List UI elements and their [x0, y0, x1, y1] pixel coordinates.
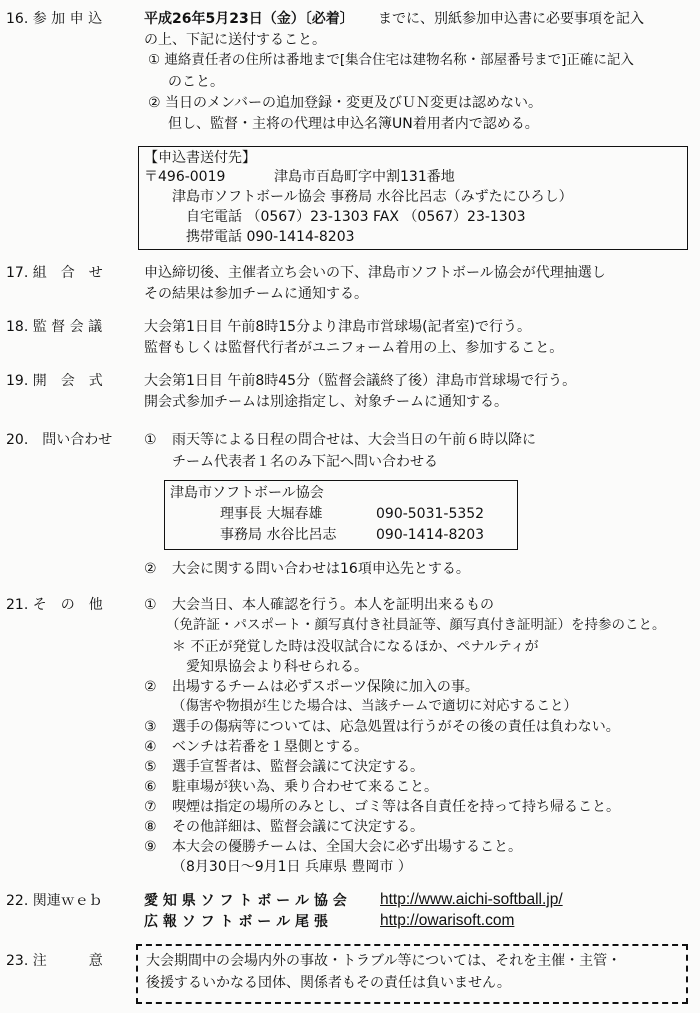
section-20-item2-num: ②	[144, 561, 157, 577]
section-18-line2: 監督もしくは監督代行者がユニフォーム着用の上、参加すること。	[144, 340, 564, 356]
other-item-text: ＊ 不正が発覚した時は没収試合になるほか、ペナルティが	[172, 639, 539, 655]
home-phone-fax: 自宅電話 （0567）23-1303 FAX （0567）23-1303	[186, 209, 526, 225]
deadline-date: 平成26年5月23日（金）〔必着〕	[144, 11, 354, 27]
section-16-item1a: ① 連絡責任者の住所は番地まで[集合住宅は建物名称・部屋番号まで]正確に記入	[148, 52, 634, 68]
other-item-text: 本大会の優勝チームは、全国大会に必ず出場すること。	[172, 839, 522, 855]
section-19-number: 19. 開 会 式	[6, 373, 103, 389]
section-16-item2a: ② 当日のメンバーの追加登録・変更及びＵＮ変更は認めない。	[148, 95, 543, 111]
section-20-item1b: チーム代表者１名のみ下記へ問い合わせる	[172, 454, 438, 470]
section-20-item2: 大会に関する問い合わせは16項申込先とする。	[172, 561, 470, 577]
section-16-line2: の上、下記に送付すること。	[144, 32, 326, 48]
section-16-item2b: 但し、監督・主将の代理は申込名簿UN着用者内で認める。	[168, 116, 539, 132]
section-19-line1: 大会第1日目 午前8時45分（監督会議終了後）津島市営球場で行う。	[144, 373, 577, 389]
other-item-num: ⑨	[144, 839, 157, 855]
other-item-num: ④	[144, 739, 157, 755]
chairman-name: 理事長 大堀春雄	[220, 506, 323, 522]
other-item-text: 駐車場が狭い為、乗り合わせて来ること。	[172, 779, 438, 795]
other-item-num: ⑧	[144, 819, 157, 835]
other-item-num: ①	[144, 597, 157, 613]
other-item-text: 選手の傷病等については、応急処置は行うがその後の責任は負わない。	[172, 719, 620, 735]
other-item-text: ベンチは若番を１塁側とする。	[172, 739, 368, 755]
section-20-number: 20. 問い合わせ	[6, 432, 113, 448]
section-22-number: 22. 関連ｗｅｂ	[6, 893, 103, 909]
other-item-text: 愛知県協会より科せられる。	[186, 659, 368, 675]
other-item-num: ②	[144, 679, 157, 695]
other-item-text: （8月30日～9月1日 兵庫県 豊岡市 ）	[172, 859, 412, 875]
secretariat-name: 事務局 水谷比呂志	[220, 527, 337, 543]
office-contact: 津島市ソフトボール協会 事務局 水谷比呂志（みずたにひろし）	[172, 189, 573, 205]
section-20-item1a: 雨天等による日程の問合せは、大会当日の午前６時以降に	[172, 432, 536, 448]
mobile-phone: 携帯電話 090-1414-8203	[186, 229, 355, 245]
section-23-number: 23. 注 意	[6, 953, 103, 969]
disclaimer-line1: 大会期間中の会場内外の事故・トラブル等については、それを主催・主管・	[146, 953, 622, 969]
other-item-text: 選手宣誓者は、監督会議にて決定する。	[172, 759, 424, 775]
section-17-line2: その結果は参加チームに通知する。	[144, 286, 368, 302]
other-item-num: ⑥	[144, 779, 157, 795]
inquiry-box-title: 津島市ソフトボール協会	[170, 485, 324, 501]
chairman-phone-visible: 090-5031-5352	[376, 506, 485, 522]
other-item-text: その他詳細は、監督会議にて決定する。	[172, 819, 424, 835]
section-17-number: 17. 組 合 せ	[6, 265, 103, 281]
section-16-number: 16. 参 加 申 込	[6, 11, 103, 27]
owari-softball-link[interactable]: http://owarisoft.com	[380, 912, 515, 929]
owari-softball-name: 広 報 ソ フ ト ボ ー ル 尾 張	[144, 914, 328, 930]
address-box-title: 【申込書送付先】	[144, 150, 256, 166]
other-item-text: 喫煙は指定の場所のみとし、ゴミ等は各自責任を持って持ち帰ること。	[172, 799, 620, 815]
section-18-number: 18. 監 督 会 議	[6, 319, 103, 335]
other-item-num: ⑤	[144, 759, 157, 775]
aichi-softball-name: 愛 知 県 ソ フ ト ボ ー ル 協 会	[144, 893, 347, 909]
disclaimer-line2: 後援するいかなる団体、関係者もその責任は負いません。	[146, 975, 511, 991]
section-21-number: 21. そ の 他	[6, 597, 103, 613]
section-17-line1: 申込締切後、主催者立ち会いの下、津島市ソフトボール協会が代理抽選し	[144, 265, 606, 281]
section-16-item1b: のこと。	[168, 74, 224, 90]
section-16-line1: までに、別紙参加申込書に必要事項を記入	[378, 11, 644, 27]
section-18-line1: 大会第1日目 午前8時15分より津島市営球場(記者室)で行う。	[144, 319, 532, 335]
other-item-num: ③	[144, 719, 157, 735]
street-address: 津島市百島町字中割131番地	[274, 169, 455, 185]
postal-code: 〒496-0019	[144, 169, 226, 185]
secretariat-phone: 090-1414-8203	[376, 527, 485, 543]
other-item-num: ⑦	[144, 799, 157, 815]
section-19-line2: 開会式参加チームは別途指定し、対象チームに通知する。	[144, 394, 508, 410]
other-item-text: （免許証・パスポート・顔写真付き社員証等、顔写真付き証明証）を持参のこと。	[166, 617, 666, 633]
other-item-text: 大会当日、本人確認を行う。本人を証明出来るもの	[172, 597, 494, 613]
other-item-text: 出場するチームは必ずスポーツ保険に加入の事。	[172, 679, 479, 695]
other-item-text: （傷害や物損が生じた場合は、当該チームで適切に対応すること）	[172, 698, 577, 714]
aichi-softball-link[interactable]: http://www.aichi-softball.jp/	[380, 891, 563, 908]
section-20-item1-num: ①	[144, 432, 157, 448]
